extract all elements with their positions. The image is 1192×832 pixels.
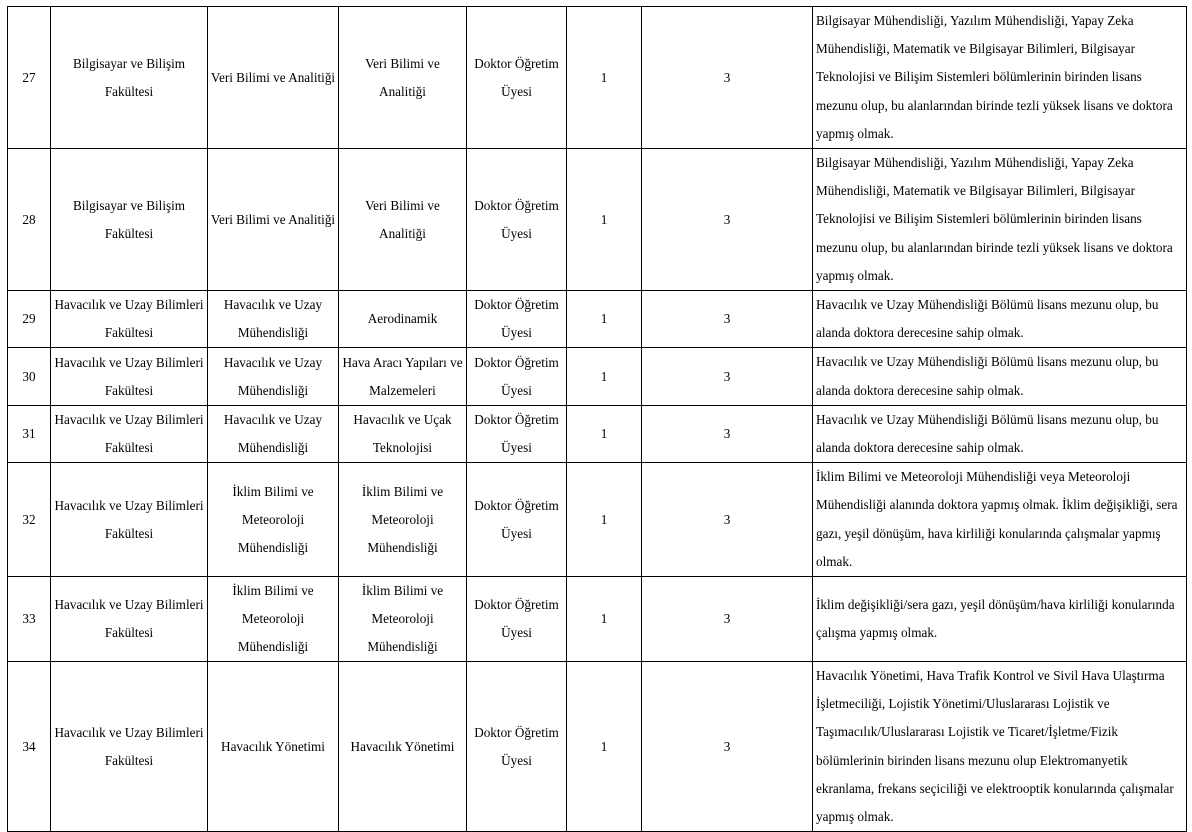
degree-cell: 3 — [642, 463, 813, 577]
title-cell: Doktor Öğretim Üyesi — [467, 405, 567, 462]
row-number-cell: 33 — [8, 577, 51, 662]
department-cell: Veri Bilimi ve Analitiği — [208, 149, 339, 291]
field-cell: Aerodinamik — [339, 291, 467, 348]
count-cell: 1 — [567, 662, 642, 832]
field-cell: Veri Bilimi ve Analitiği — [339, 7, 467, 149]
faculty-cell: Havacılık ve Uzay Bilimleri Fakültesi — [51, 405, 208, 462]
staff-position-table — [7, 6, 1187, 832]
count-cell: 1 — [567, 7, 642, 149]
requirement-cell: İklim Bilimi ve Meteoroloji Mühendisliği veya Meteoroloji Mühendisliği alanında doktora yapmış olmak. İklim değişikliği, sera gazı, yeşil dönüşüm, hava kirliliği konularında çalışmalar yapmış olmak. — [813, 463, 1187, 577]
requirement-cell: Bilgisayar Mühendisliği, Yazılım Mühendisliği, Yapay Zeka Mühendisliği, Matematik ve Bilgisayar Bilimleri, Bilgisayar Teknolojisi ve Bilişim Sistemleri bölümlerinin birinden lisans mezunu olup, bu alanlarından birinde tezli yüksek lisans ve doktora yapmış olmak. — [813, 7, 1187, 149]
field-cell: İklim Bilimi ve Meteoroloji Mühendisliği — [339, 577, 467, 662]
title-cell: Doktor Öğretim Üyesi — [467, 291, 567, 348]
degree-cell: 3 — [642, 405, 813, 462]
title-cell: Doktor Öğretim Üyesi — [467, 577, 567, 662]
field-cell: İklim Bilimi ve Meteoroloji Mühendisliği — [339, 463, 467, 577]
requirement-cell: Bilgisayar Mühendisliği, Yazılım Mühendisliği, Yapay Zeka Mühendisliği, Matematik ve Bilgisayar Bilimleri, Bilgisayar Teknolojisi ve Bilişim Sistemleri bölümlerinin birinden lisans mezunu olup, bu alanlarından birinde tezli yüksek lisans ve doktora yapmış olmak. — [813, 149, 1187, 291]
count-cell: 1 — [567, 577, 642, 662]
department-cell: Veri Bilimi ve Analitiği — [208, 7, 339, 149]
field-cell: Hava Aracı Yapıları ve Malzemeleri — [339, 348, 467, 405]
title-cell: Doktor Öğretim Üyesi — [467, 662, 567, 832]
row-number-cell: 28 — [8, 149, 51, 291]
department-cell: Havacılık Yönetimi — [208, 662, 339, 832]
degree-cell: 3 — [642, 348, 813, 405]
requirement-cell: Havacılık ve Uzay Mühendisliği Bölümü lisans mezunu olup, bu alanda doktora derecesine sahip olmak. — [813, 405, 1187, 462]
row-number-cell: 34 — [8, 662, 51, 832]
faculty-cell: Havacılık ve Uzay Bilimleri Fakültesi — [51, 463, 208, 577]
title-cell: Doktor Öğretim Üyesi — [467, 463, 567, 577]
table-row — [8, 662, 1187, 832]
faculty-cell: Havacılık ve Uzay Bilimleri Fakültesi — [51, 577, 208, 662]
table-body — [8, 7, 1187, 832]
table-row — [8, 405, 1187, 462]
row-number-cell: 27 — [8, 7, 51, 149]
count-cell: 1 — [567, 463, 642, 577]
department-cell: Havacılık ve Uzay Mühendisliği — [208, 348, 339, 405]
faculty-cell: Havacılık ve Uzay Bilimleri Fakültesi — [51, 291, 208, 348]
faculty-cell: Bilgisayar ve Bilişim Fakültesi — [51, 7, 208, 149]
department-cell: İklim Bilimi ve Meteoroloji Mühendisliği — [208, 577, 339, 662]
row-number-cell: 30 — [8, 348, 51, 405]
count-cell: 1 — [567, 291, 642, 348]
table-row — [8, 577, 1187, 662]
count-cell: 1 — [567, 405, 642, 462]
table-row — [8, 291, 1187, 348]
title-cell: Doktor Öğretim Üyesi — [467, 149, 567, 291]
title-cell: Doktor Öğretim Üyesi — [467, 348, 567, 405]
field-cell: Havacılık Yönetimi — [339, 662, 467, 832]
row-number-cell: 29 — [8, 291, 51, 348]
row-number-cell: 31 — [8, 405, 51, 462]
requirement-cell: İklim değişikliği/sera gazı, yeşil dönüşüm/hava kirliliği konularında çalışma yapmış olmak. — [813, 577, 1187, 662]
department-cell: İklim Bilimi ve Meteoroloji Mühendisliği — [208, 463, 339, 577]
degree-cell: 3 — [642, 577, 813, 662]
requirement-cell: Havacılık ve Uzay Mühendisliği Bölümü lisans mezunu olup, bu alanda doktora derecesine sahip olmak. — [813, 291, 1187, 348]
row-number-cell: 32 — [8, 463, 51, 577]
degree-cell: 3 — [642, 291, 813, 348]
degree-cell: 3 — [642, 149, 813, 291]
department-cell: Havacılık ve Uzay Mühendisliği — [208, 291, 339, 348]
field-cell: Havacılık ve Uçak Teknolojisi — [339, 405, 467, 462]
requirement-cell: Havacılık Yönetimi, Hava Trafik Kontrol ve Sivil Hava Ulaştırma İşletmeciliği, Lojistik Yönetimi/Uluslararası Lojistik ve Taşımacılık/Uluslararası Lojistik ve Ticaret/İşletme/Fizik bölümlerinin birinden lisans mezunu olup Elektromanyetik ekranlama, frekans seçiciliği ve elektrooptik konularında çalışmalar yapmış olmak. — [813, 662, 1187, 832]
count-cell: 1 — [567, 348, 642, 405]
degree-cell: 3 — [642, 7, 813, 149]
table-row — [8, 463, 1187, 577]
table-row — [8, 149, 1187, 291]
table-row — [8, 7, 1187, 149]
department-cell: Havacılık ve Uzay Mühendisliği — [208, 405, 339, 462]
requirement-cell: Havacılık ve Uzay Mühendisliği Bölümü lisans mezunu olup, bu alanda doktora derecesine sahip olmak. — [813, 348, 1187, 405]
faculty-cell: Havacılık ve Uzay Bilimleri Fakültesi — [51, 348, 208, 405]
faculty-cell: Havacılık ve Uzay Bilimleri Fakültesi — [51, 662, 208, 832]
title-cell: Doktor Öğretim Üyesi — [467, 7, 567, 149]
table-row — [8, 348, 1187, 405]
count-cell: 1 — [567, 149, 642, 291]
faculty-cell: Bilgisayar ve Bilişim Fakültesi — [51, 149, 208, 291]
degree-cell: 3 — [642, 662, 813, 832]
field-cell: Veri Bilimi ve Analitiği — [339, 149, 467, 291]
